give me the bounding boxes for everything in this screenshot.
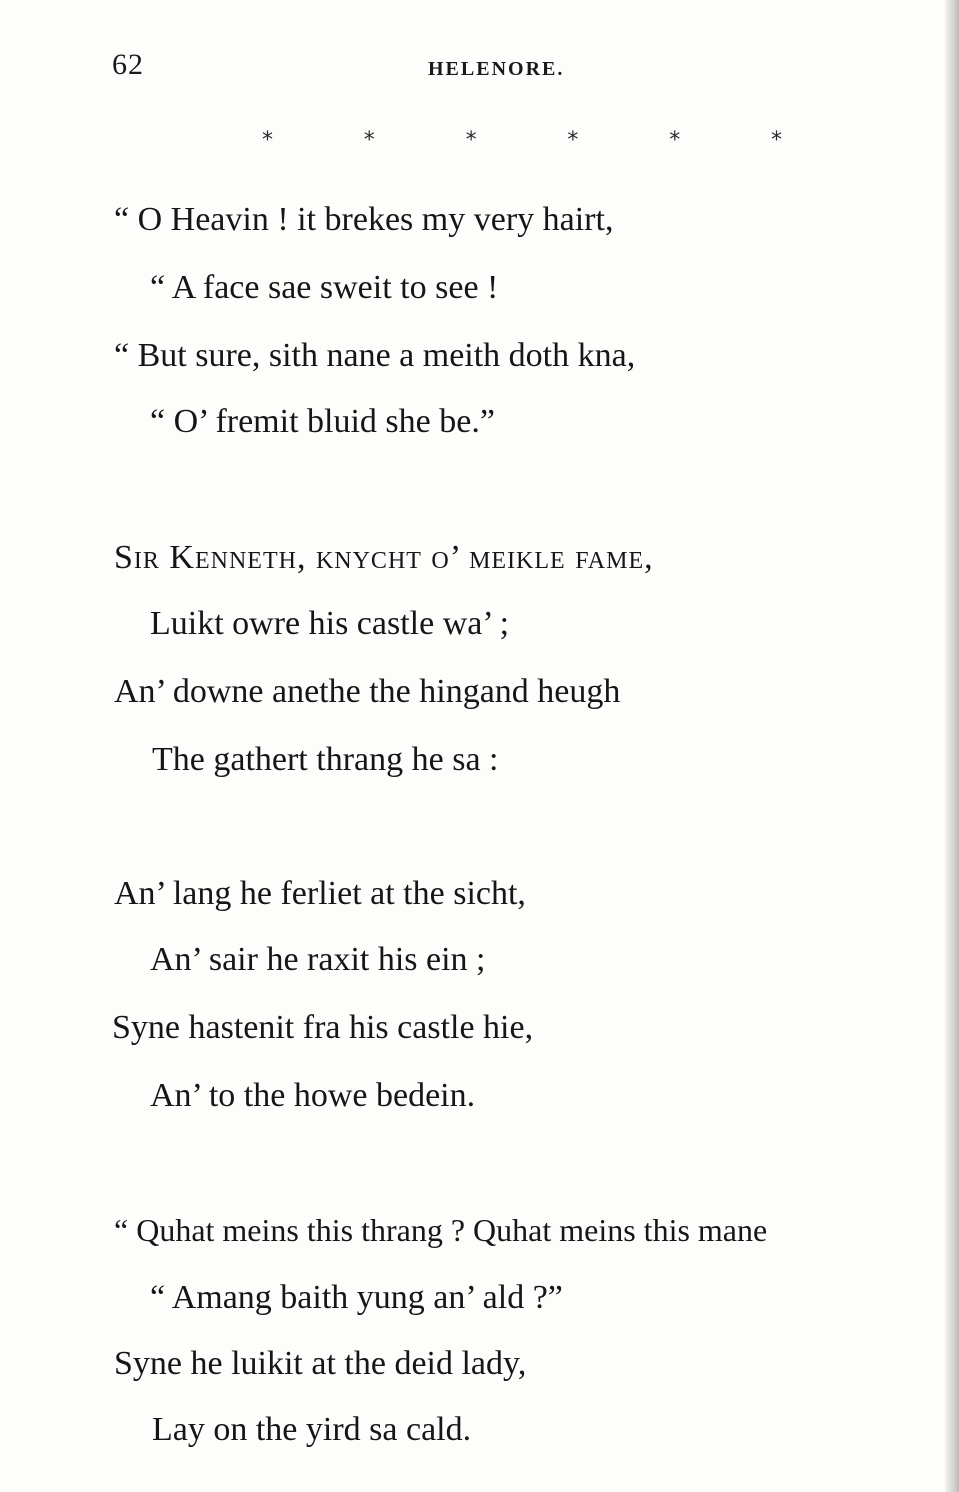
verse-line: Syne hastenit fra his castle hie, xyxy=(112,1009,534,1046)
asterisk: * xyxy=(567,128,579,153)
verse-line: Sir Kenneth, knycht o’ meikle fame, xyxy=(114,539,654,576)
verse-line: Lay on the yird sa cald. xyxy=(152,1411,472,1448)
asterisk: * xyxy=(669,128,681,153)
asterisk: * xyxy=(770,128,782,153)
section-ornament xyxy=(262,128,782,153)
asterisk: * xyxy=(262,128,273,153)
verse-line: “ Quhat meins this thrang ? Quhat meins this mane xyxy=(114,1212,768,1248)
verse-line: An’ lang he ferliet at the sicht, xyxy=(114,875,526,912)
page-number: 62 xyxy=(112,48,144,81)
verse-line: Syne he luikit at the deid lady, xyxy=(114,1345,527,1382)
verse-line: “ O Heavin ! it brekes my very hairt, xyxy=(114,201,614,238)
asterisk: * xyxy=(465,128,477,153)
running-title: HELENORE. xyxy=(428,58,565,80)
page-edge-shadow xyxy=(945,0,959,1492)
verse-line: “ Amang baith yung an’ ald ?” xyxy=(150,1279,563,1316)
verse-line: An’ downe anethe the hingand heugh xyxy=(114,673,621,710)
verse-line: “ O’ fremit bluid she be.” xyxy=(150,403,495,440)
verse-line: An’ sair he raxit his ein ; xyxy=(150,941,486,978)
verse-line: “ A face sae sweit to see ! xyxy=(150,269,499,306)
verse-line: “ But sure, sith nane a meith doth kna, xyxy=(114,337,636,374)
asterisk: * xyxy=(363,128,375,153)
verse-line: An’ to the howe bedein. xyxy=(150,1077,476,1114)
verse-line: Luikt owre his castle wa’ ; xyxy=(150,605,510,642)
verse-line: The gathert thrang he sa : xyxy=(152,741,499,778)
